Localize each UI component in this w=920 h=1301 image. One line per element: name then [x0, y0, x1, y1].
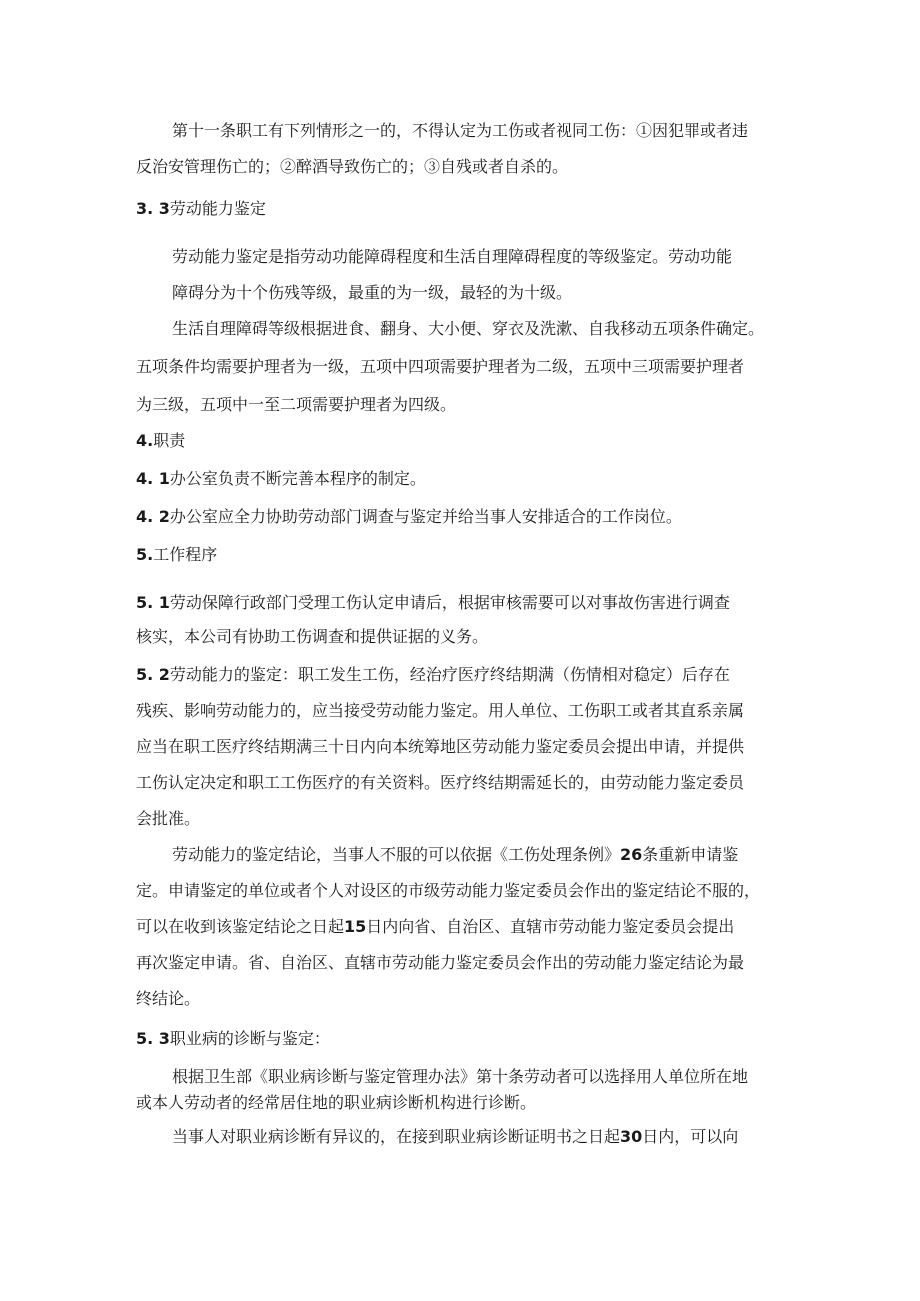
paragraph-article-11-cont: [136, 152, 786, 182]
article-number: 26: [620, 845, 643, 864]
day-count: 15: [344, 917, 367, 936]
paragraph-appeal-cont: [136, 876, 786, 1014]
text-line: [136, 912, 786, 942]
text-line: 定。申请鉴定的单位或者个人对设区的市级劳动能力鉴定委员会作出的鉴定结论不服的，: [136, 881, 761, 900]
text-line: 残疾、影响劳动能力的，应当接受劳动能力鉴定。用人单位、工伤职工或者其直系亲属: [136, 701, 745, 720]
paragraph-ability-definition: [172, 242, 822, 272]
section-number: 4. 1: [136, 469, 170, 488]
text-line: [172, 1122, 822, 1152]
paragraph-self-care-levels: [172, 314, 822, 344]
text-line: 或本人劳动者的经常居住地的职业病诊断机构进行诊断。: [136, 1093, 537, 1112]
text-fragment: 条重新申请鉴: [642, 845, 739, 864]
text-line: [136, 660, 786, 690]
item-5-2: [136, 660, 786, 834]
paragraph-article-11: [172, 116, 822, 146]
item-text: 劳动保障行政部门受理工伤认定申请后，根据审核需要可以对事故伤害进行调查: [169, 593, 730, 612]
text-line: 反治安管理伤亡的；②醉酒导致伤亡的；③自残或者自杀的。: [136, 157, 569, 176]
text-line: 障碍分为十个伤残等级，最重的为一级，最轻的为十级。: [172, 283, 573, 302]
text-line: 工伤认定决定和职工工伤医疗的有关资料。医疗终结期需延长的，由劳动能力鉴定委员: [136, 773, 745, 792]
paragraph-appeal: [172, 840, 822, 870]
item-4-1: [136, 464, 786, 494]
text-fragment: 当事人对职业病诊断有异议的，在接到职业病诊断证明书之日起: [172, 1127, 621, 1146]
text-line: [136, 588, 786, 618]
text-line: 第十一条职工有下列情形之一的，不得认定为工伤或者视同工伤：①因犯罪或者违: [172, 121, 749, 140]
text-line: 终结论。: [136, 989, 201, 1008]
paragraph-objection: [172, 1122, 822, 1152]
text-line: 生活自理障碍等级根据进食、翻身、大小便、穿衣及洗漱、自我移动五项条件确定。: [172, 319, 765, 338]
text-fragment: 日内向省、自治区、直辖市劳动能力鉴定委员会提出: [366, 917, 735, 936]
section-number: 4. 2: [136, 507, 170, 526]
day-count: 30: [620, 1127, 643, 1146]
text-line: 根据卫生部《职业病诊断与鉴定管理办法》第十条劳动者可以选择用人单位所在地: [172, 1067, 749, 1086]
paragraph-self-care-levels-cont: [136, 352, 786, 420]
item-5-1: [136, 588, 786, 652]
text-line: 会批准。: [136, 809, 201, 828]
section-number: 4.: [136, 431, 154, 450]
section-title: 劳动能力鉴定: [169, 199, 266, 218]
paragraph-diagnosis-cont: [136, 1088, 786, 1118]
text-fragment: 日内，可以向: [642, 1127, 739, 1146]
item-text: 办公室应全力协助劳动部门调查与鉴定并给当事人安排适合的工作岗位。: [169, 507, 682, 526]
section-title: 工作程序: [153, 545, 218, 564]
text-line: [172, 840, 822, 870]
text-line: 应当在职工医疗终结期满三十日内向本统筹地区劳动能力鉴定委员会提出申请，并提供: [136, 737, 745, 756]
heading-4: [136, 426, 786, 456]
section-number: 3. 3: [136, 199, 170, 218]
section-number: 5.: [136, 545, 154, 564]
item-text: 职业病的诊断与鉴定：: [169, 1029, 330, 1048]
item-text: 办公室负责不断完善本程序的制定。: [169, 469, 426, 488]
heading-3-3: [136, 194, 786, 224]
item-text: 劳动能力的鉴定：职工发生工伤，经治疗医疗终结期满（伤情相对稳定）后存在: [169, 665, 730, 684]
text-fragment: 可以在收到该鉴定结论之日起: [136, 917, 345, 936]
section-title: 职责: [153, 431, 186, 450]
section-number: 5. 1: [136, 593, 170, 612]
text-line: 核实，本公司有协助工伤调查和提供证据的义务。: [136, 627, 489, 646]
heading-5: [136, 540, 786, 570]
item-5-3: [136, 1024, 786, 1054]
text-fragment: 劳动能力的鉴定结论，当事人不服的可以依据《工伤处理条例》: [172, 845, 621, 864]
text-line: 劳动能力鉴定是指劳动功能障碍程度和生活自理障碍程度的等级鉴定。劳动功能: [172, 247, 733, 266]
item-4-2: [136, 502, 786, 532]
paragraph-ability-definition-cont: [172, 278, 822, 308]
text-line: 为三级，五项中一至二项需要护理者为四级。: [136, 395, 457, 414]
text-line: 五项条件均需要护理者为一级，五项中四项需要护理者为二级，五项中三项需要护理者: [136, 357, 745, 376]
text-line: 再次鉴定申请。省、自治区、直辖市劳动能力鉴定委员会作出的劳动能力鉴定结论为最: [136, 953, 745, 972]
section-number: 5. 2: [136, 665, 170, 684]
section-number: 5. 3: [136, 1029, 170, 1048]
